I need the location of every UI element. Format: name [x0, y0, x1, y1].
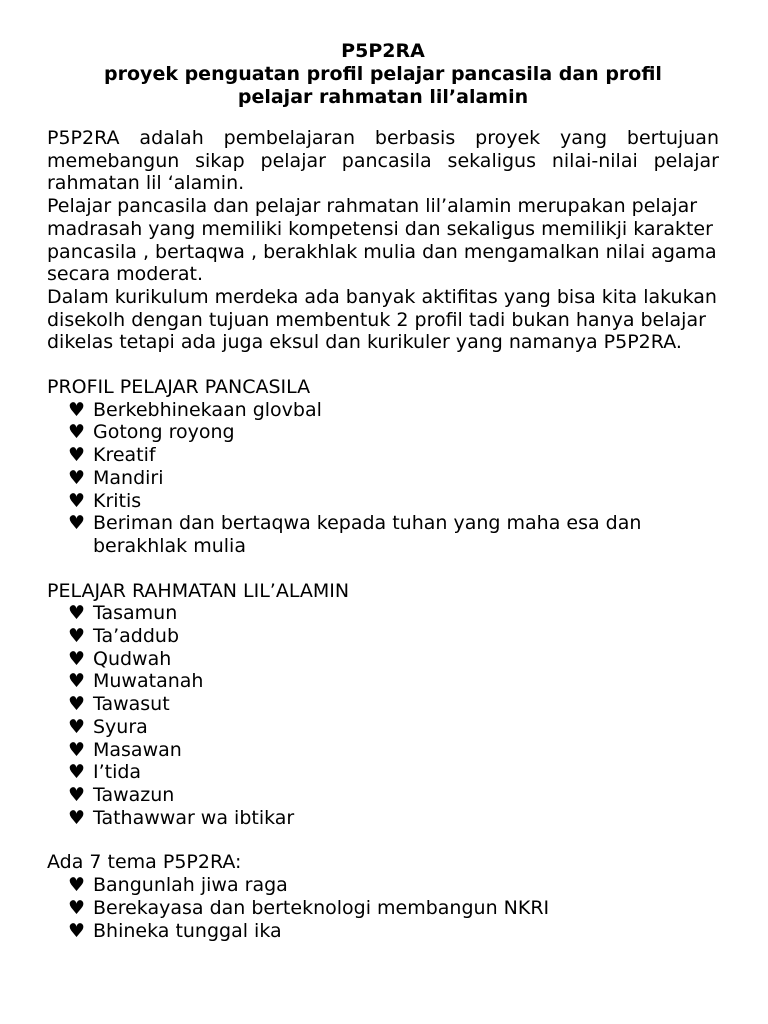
section-title: PROFIL PELAJAR PANCASILA: [47, 376, 311, 399]
list-item: [68, 716, 719, 739]
list-item: [68, 761, 719, 784]
list-item: [68, 897, 719, 920]
list-item: [68, 693, 719, 716]
intro-paragraph: Pelajar pancasila dan pelajar rahmatan lil’alamin merupakan pelajar madrasah yang memiliki kompetensi dan sekaligus memilikji karakter pancasila , bertaqwa , berakhlak mulia dan mengamalkan nilai agama secara moderat.: [47, 195, 717, 286]
heart-icon: ♥: [68, 512, 86, 535]
list-item: [68, 625, 719, 648]
list-item: [68, 874, 719, 897]
list-item-text: Berkebhinekaan glovbal: [93, 398, 322, 421]
list-item: [68, 920, 719, 943]
heart-icon: ♥: [68, 466, 86, 489]
list-item-text: Kritis: [93, 489, 142, 512]
heart-icon: ♥: [68, 625, 86, 648]
list-item-text: Tawazun: [93, 783, 175, 806]
list-item: [68, 490, 719, 513]
title-line-3: pelajar rahmatan lil’alamin: [237, 86, 529, 108]
section-pelajar-rahmatan-lil-alamin: [47, 580, 719, 830]
heart-icon: ♥: [68, 738, 86, 761]
list-item-text: Gotong royong: [93, 421, 235, 444]
list-item-text: Bangunlah jiwa raga: [93, 874, 288, 897]
list-item: [68, 784, 719, 807]
list-item: [68, 444, 719, 467]
list-item-text: Beriman dan bertaqwa kepada tuhan yang maha esa dan berakhlak mulia: [93, 512, 642, 557]
heart-icon: ♥: [68, 398, 86, 421]
list-item: [68, 739, 719, 762]
heart-icon: ♥: [68, 761, 86, 784]
list-item-text: Kreatif: [93, 444, 156, 467]
list-item-text: Masawan: [93, 738, 182, 761]
list-item-text: Muwatanah: [93, 670, 204, 693]
list-item-text: Syura: [93, 715, 148, 738]
heart-icon: ♥: [68, 715, 86, 738]
section-tema-p5p2ra: [47, 851, 719, 942]
title-line-1: P5P2RA: [341, 40, 425, 62]
bullet-list: [47, 874, 719, 942]
section-title: PELAJAR RAHMATAN LIL’ALAMIN: [47, 579, 350, 602]
list-item: [68, 670, 719, 693]
intro-text: [47, 127, 719, 354]
list-item: [68, 512, 719, 557]
heart-icon: ♥: [68, 919, 86, 942]
list-item: [68, 421, 719, 444]
heart-icon: ♥: [68, 444, 86, 467]
heart-icon: ♥: [68, 874, 86, 897]
list-item-text: I’tida: [93, 761, 142, 784]
list-item: [68, 648, 719, 671]
list-item-text: Bhineka tunggal ika: [93, 919, 282, 942]
heart-icon: ♥: [68, 806, 86, 829]
intro-paragraph: P5P2RA adalah pembelajaran berbasis proyek yang bertujuan memebangun sikap pelajar pancasila sekaligus nilai-nilai pelajar rahmatan lil ‘alamin.: [47, 127, 719, 195]
bullet-list: [47, 602, 719, 829]
bullet-list: [47, 399, 719, 558]
heart-icon: ♥: [68, 421, 86, 444]
list-item-text: Tathawwar wa ibtikar: [93, 806, 295, 829]
list-item: [68, 467, 719, 490]
intro-paragraph: Dalam kurikulum merdeka ada banyak aktifitas yang bisa kita lakukan disekolh dengan tujuan membentuk 2 profil tadi bukan hanya belajar dikelas tetapi ada juga eksul dan kurikuler yang namanya P5P2RA.: [47, 285, 717, 354]
heart-icon: ♥: [68, 783, 86, 806]
list-item-text: Mandiri: [93, 466, 164, 489]
heart-icon: ♥: [68, 647, 86, 670]
list-item-text: Qudwah: [93, 647, 172, 670]
section-profil-pelajar-pancasila: [47, 376, 719, 558]
list-item-text: Tasamun: [93, 602, 178, 625]
list-item-text: Berekayasa dan berteknologi membangun NKRI: [93, 896, 550, 919]
list-item: [68, 807, 719, 830]
document-title: [47, 40, 719, 109]
list-item: [68, 602, 719, 625]
section-title: Ada 7 tema P5P2RA:: [47, 851, 242, 874]
heart-icon: ♥: [68, 693, 86, 716]
document-page: [47, 40, 719, 942]
list-item: [68, 399, 719, 422]
title-line-2: proyek penguatan profil pelajar pancasila dan profil: [104, 63, 662, 85]
heart-icon: ♥: [68, 602, 86, 625]
heart-icon: ♥: [68, 489, 86, 512]
heart-icon: ♥: [68, 670, 86, 693]
list-item-text: Tawasut: [93, 693, 170, 716]
list-item-text: Ta’addub: [93, 625, 180, 648]
heart-icon: ♥: [68, 896, 86, 919]
